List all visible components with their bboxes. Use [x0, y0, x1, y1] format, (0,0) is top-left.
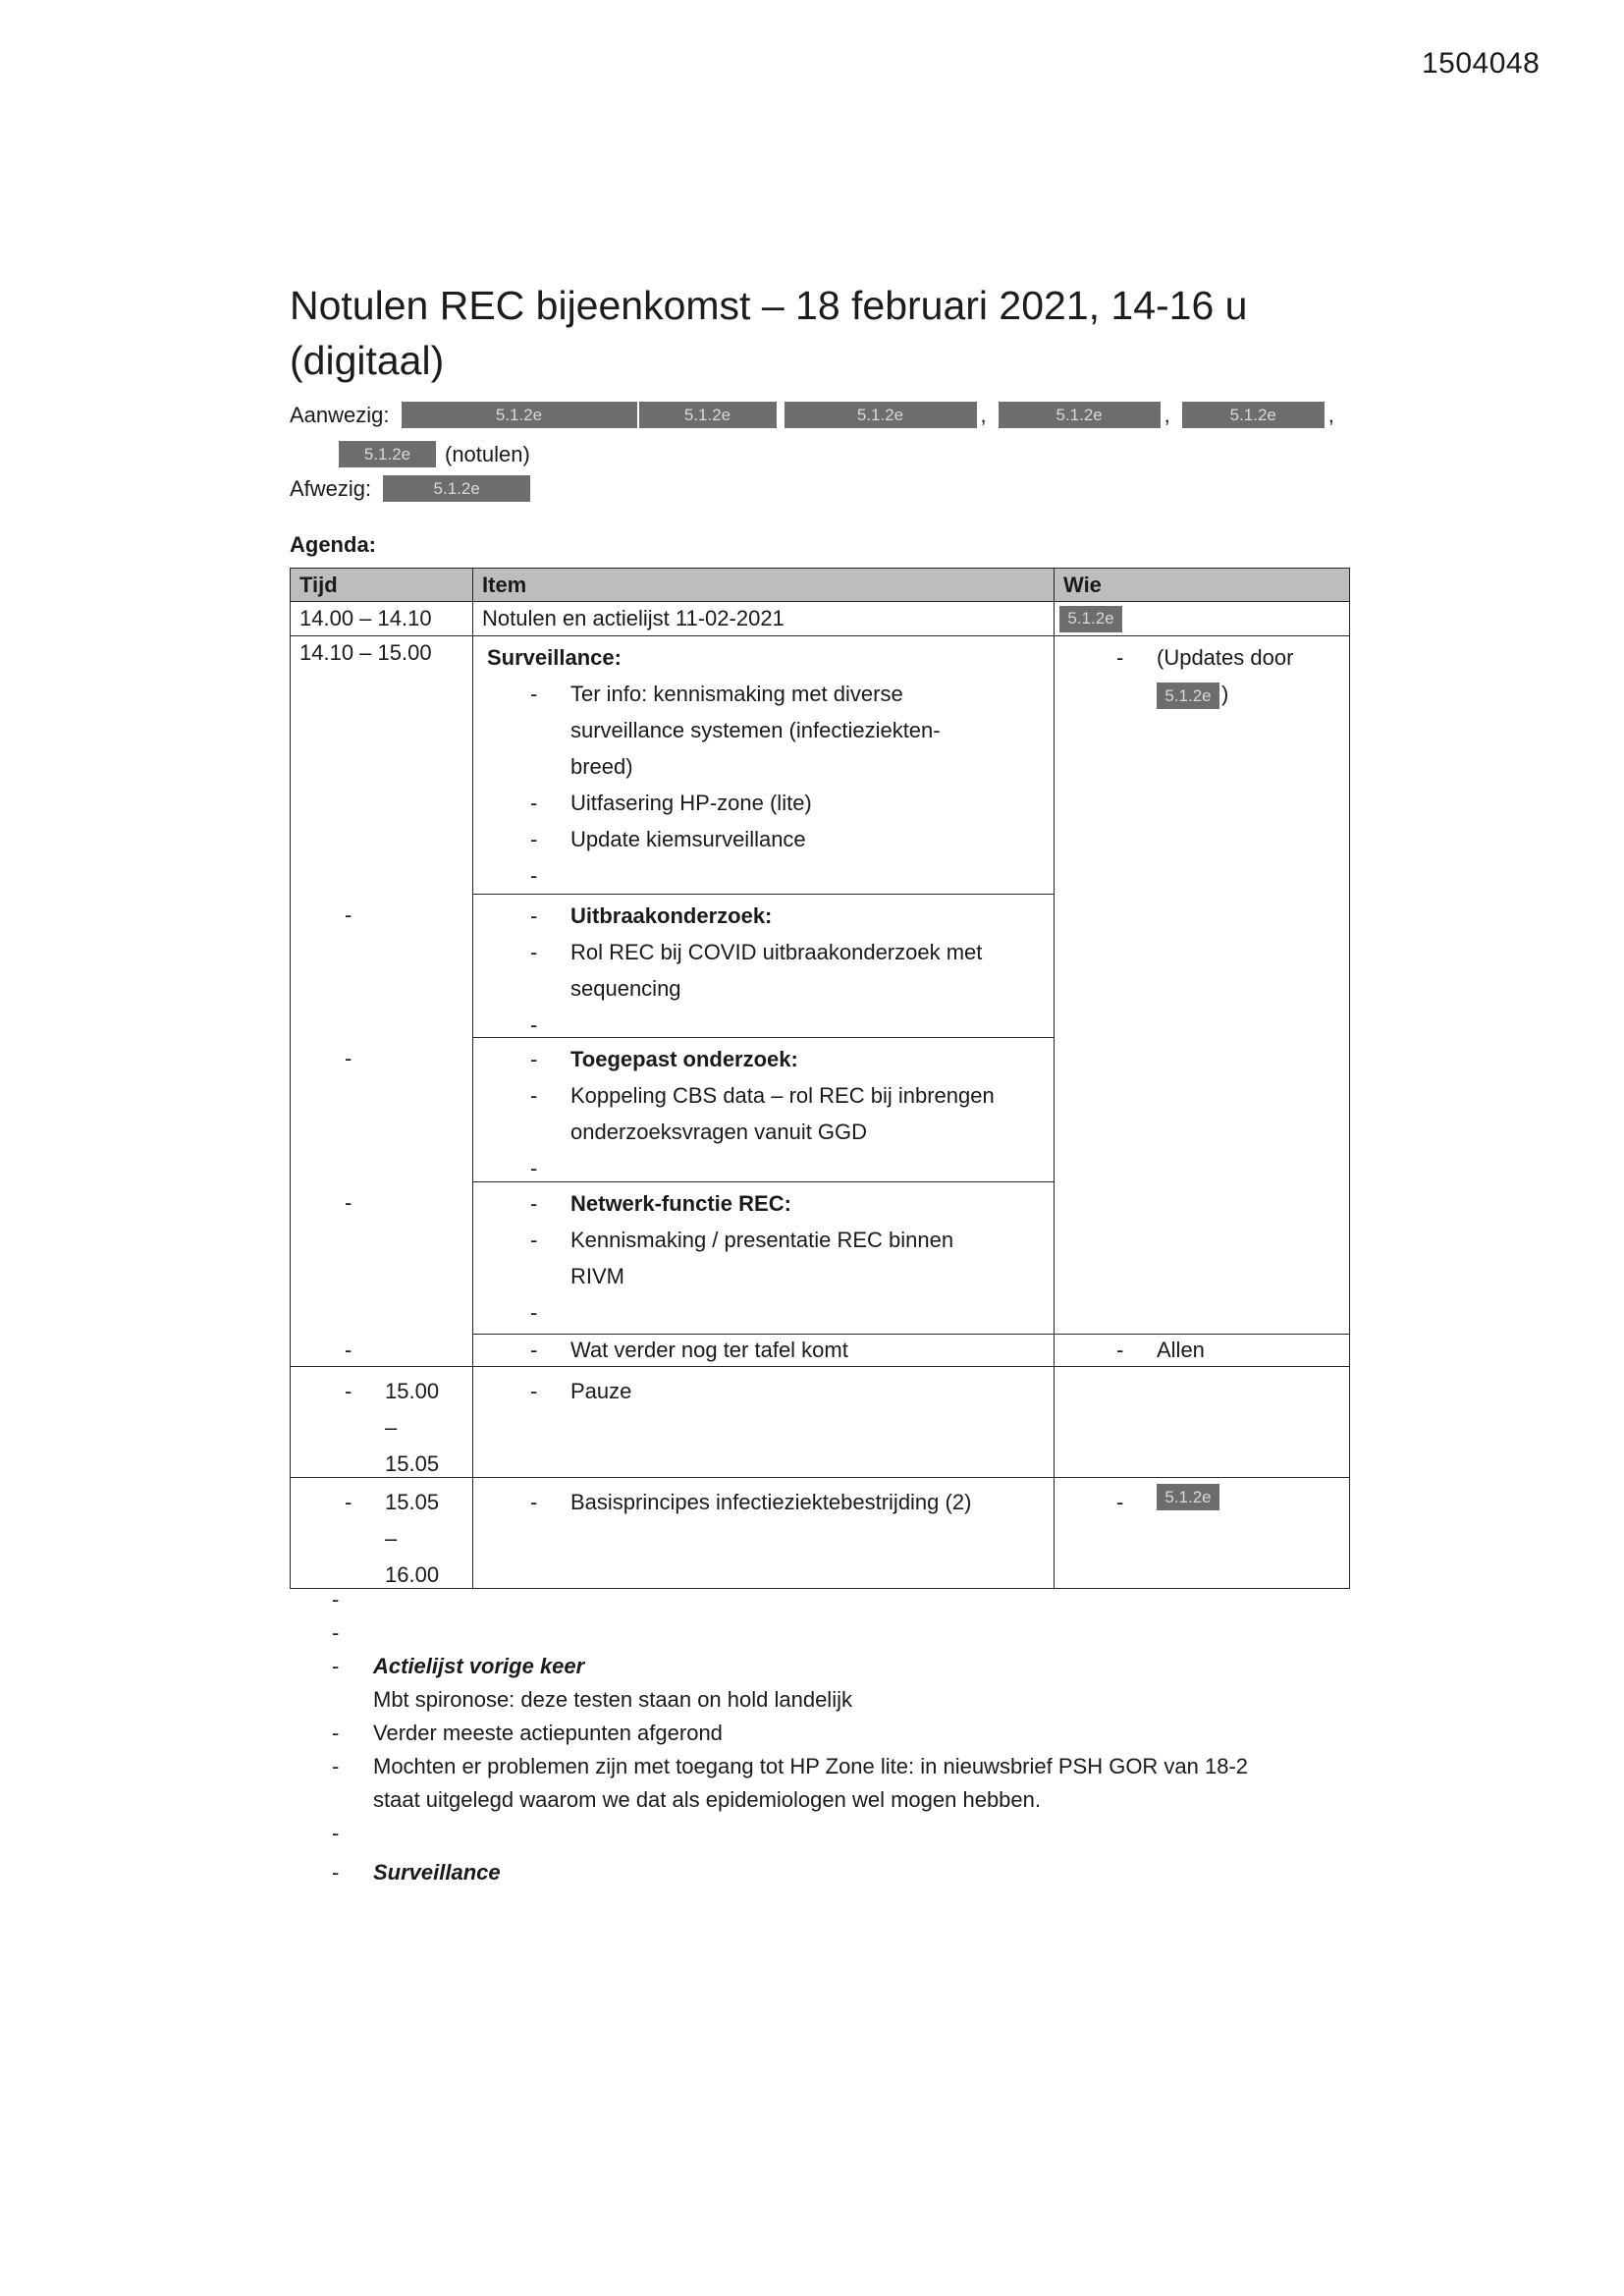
- separator: ,: [1164, 402, 1170, 427]
- bullet-dash: -: [345, 1379, 352, 1403]
- note-section-title: Surveillance: [373, 1860, 501, 1885]
- tijd-line: –: [385, 1526, 398, 1551]
- item-section-title: Netwerk-functie REC:: [570, 1191, 791, 1216]
- attendance-section: [290, 401, 1336, 503]
- notulen-label: (notulen): [445, 441, 530, 466]
- list-item-text: Rol REC bij COVID uitbraakonderzoek met sequencing: [570, 940, 983, 1001]
- table-row-netwerk-functie: [291, 1181, 1349, 1334]
- document-title-line2: (digitaal): [290, 338, 445, 383]
- note-item: [332, 1750, 1324, 1817]
- wie-text: Allen: [1157, 1338, 1205, 1362]
- bullet-dash: -: [1116, 1490, 1124, 1514]
- bullet-dash: -: [345, 1490, 352, 1514]
- bullet-dash: -: [345, 1046, 352, 1070]
- note-line: Verder meeste actiepunten afgerond: [373, 1721, 723, 1745]
- tijd-lines: [385, 1484, 439, 1588]
- wie-entry: [1073, 639, 1349, 712]
- aanwezig-row: [290, 401, 1336, 429]
- cell-wie: [1054, 894, 1349, 1037]
- separator: ,: [980, 402, 987, 427]
- list-item-text: Ter info: kennismaking met diverse surveillance systemen (infectieziekten-breed): [570, 682, 941, 779]
- note-empty-dash: [332, 1616, 1324, 1650]
- bullet-dash: -: [530, 863, 538, 888]
- afwezig-row: [290, 474, 1336, 503]
- redaction-box: 5.1.2e: [639, 402, 777, 428]
- header-cell-wie: Wie: [1054, 569, 1349, 601]
- list-item: [487, 1484, 1044, 1520]
- bullet-dash: -: [530, 1379, 538, 1403]
- item-section-title: Toegepast onderzoek:: [570, 1047, 798, 1071]
- redaction-box: 5.1.2e: [1157, 683, 1219, 709]
- bullet-dash: -: [332, 1654, 340, 1678]
- bullet-dash: -: [332, 1721, 340, 1745]
- bullet-dash: -: [1116, 1338, 1124, 1362]
- cell-wie: [1054, 1366, 1349, 1477]
- table-header-row: [291, 569, 1349, 601]
- bullet-dash: -: [530, 1191, 538, 1216]
- list-item-text: Pauze: [570, 1379, 632, 1403]
- cell-tijd: [291, 635, 472, 894]
- wie-text-line2: [1157, 676, 1293, 712]
- redaction-box: 5.1.2e: [785, 402, 977, 428]
- note-item-actielijst: [332, 1650, 1324, 1683]
- cell-item: [472, 1181, 1054, 1334]
- note-line: Mbt spironose: deze testen staan on hold landelijk: [373, 1687, 852, 1712]
- list-item: [487, 821, 1044, 857]
- list-item: [487, 1373, 1044, 1409]
- cell-wie: [1054, 601, 1349, 635]
- redaction-box: 5.1.2e: [339, 441, 436, 467]
- list-item-text: Uitfasering HP-zone (lite): [570, 791, 812, 815]
- cell-item: [472, 1334, 1054, 1366]
- afwezig-label: Afwezig:: [290, 475, 372, 501]
- bullet-dash: -: [332, 1620, 340, 1645]
- list-item-empty: [487, 857, 1044, 894]
- cell-item: [472, 894, 1054, 1037]
- bullet-dash: -: [345, 1190, 352, 1215]
- item-section-title: Uitbraakonderzoek:: [570, 903, 773, 928]
- agenda-table: [290, 568, 1350, 1589]
- list-item: [487, 934, 1044, 1007]
- redaction-box: 5.1.2e: [1182, 402, 1325, 428]
- bullet-dash: -: [530, 940, 538, 964]
- bullet-dash: -: [332, 1821, 340, 1845]
- header-cell-tijd: Tijd: [291, 569, 472, 601]
- bullet-dash: -: [530, 791, 538, 815]
- list-item: [487, 785, 1044, 821]
- list-item-text: Kennismaking / presentatie REC binnen RIVM: [570, 1228, 954, 1288]
- table-row-basisprincipes: [291, 1477, 1349, 1588]
- bullet-dash: -: [530, 1083, 538, 1108]
- cell-tijd: [291, 1477, 472, 1588]
- redaction-box: 5.1.2e: [1059, 606, 1122, 632]
- tijd-line: 15.00: [385, 1379, 440, 1403]
- cell-wie: [1054, 1181, 1349, 1334]
- list-item-empty: [487, 1294, 1044, 1331]
- cell-tijd: [291, 1334, 472, 1366]
- bullet-dash: -: [530, 1228, 538, 1252]
- bullet-dash: -: [345, 902, 352, 927]
- cell-tijd: [291, 1037, 472, 1181]
- table-row-wat-verder: [291, 1334, 1349, 1366]
- list-item: [487, 1077, 1044, 1150]
- redaction-box: 5.1.2e: [402, 402, 637, 428]
- cell-item: [472, 1366, 1054, 1477]
- note-line: Mochten er problemen zijn met toegang tot HP Zone lite: in nieuwsbrief PSH GOR van 18-2 staat uitgelegd waarom we dat als epidemiologen wel mogen hebben.: [373, 1754, 1249, 1812]
- cell-wie: [1054, 635, 1349, 894]
- note-item: [332, 1717, 1324, 1750]
- list-item: [487, 898, 1044, 934]
- cell-item: [472, 1477, 1054, 1588]
- tijd-line: –: [385, 1415, 398, 1440]
- note-item-surveillance: [332, 1856, 1324, 1889]
- document-title: [290, 278, 1247, 388]
- bullet-dash: -: [530, 1012, 538, 1037]
- tijd-value: 14.00 – 14.10: [299, 606, 432, 630]
- notulist-row: [290, 440, 1336, 468]
- aanwezig-label: Aanwezig:: [290, 402, 390, 427]
- header-cell-item: Item: [472, 569, 1054, 601]
- cell-tijd: [291, 894, 472, 1037]
- tijd-line: 15.05: [385, 1451, 440, 1476]
- wie-text-line1: (Updates door: [1157, 645, 1294, 670]
- bullet-dash: -: [530, 903, 538, 928]
- item-section-title: Surveillance:: [487, 645, 622, 670]
- bullet-dash: -: [530, 827, 538, 851]
- tijd-multiline: [291, 1367, 472, 1477]
- bullet-dash: -: [530, 1338, 538, 1362]
- list-item-text: Koppeling CBS data – rol REC bij inbrengen onderzoeksvragen vanuit GGD: [570, 1083, 995, 1144]
- bullet-dash: -: [332, 1587, 340, 1612]
- note-section-title: Actielijst vorige keer: [373, 1654, 585, 1678]
- tijd-value: 14.10 – 15.00: [299, 640, 432, 665]
- bullet-dash: -: [530, 1490, 538, 1514]
- bullet-dash: -: [345, 1338, 352, 1362]
- tijd-lines: [385, 1373, 439, 1477]
- list-item-empty: [487, 1007, 1044, 1037]
- tijd-line: 16.00: [385, 1562, 440, 1587]
- agenda-heading: Agenda:: [290, 532, 376, 557]
- list-item-text: Wat verder nog ter tafel komt: [570, 1338, 848, 1362]
- notes-section: [332, 1583, 1324, 1889]
- redaction-box: 5.1.2e: [999, 402, 1161, 428]
- bullet-dash: -: [1116, 645, 1124, 670]
- bullet-dash: -: [530, 1156, 538, 1180]
- list-item-text: Update kiemsurveillance: [570, 827, 806, 851]
- separator: ,: [1327, 402, 1334, 427]
- table-row-pauze: [291, 1366, 1349, 1477]
- cell-wie: [1054, 1477, 1349, 1588]
- tijd-multiline: [291, 1478, 472, 1588]
- cell-tijd: [291, 1366, 472, 1477]
- document-title-line1: Notulen REC bijeenkomst – 18 februari 2021, 14-16 u: [290, 283, 1248, 328]
- list-item: [487, 1337, 1044, 1363]
- note-empty-dash: [332, 1583, 1324, 1616]
- cell-wie: [1054, 1037, 1349, 1181]
- note-empty-dash: [332, 1817, 1324, 1850]
- table-row-uitbraakonderzoek: [291, 894, 1349, 1037]
- list-item-text: Basisprincipes infectieziektebestrijding (2): [570, 1490, 972, 1514]
- cell-item: [472, 601, 1054, 635]
- wie-text: [1157, 639, 1293, 712]
- bullet-dash: -: [530, 1047, 538, 1071]
- wie-suffix: ): [1221, 682, 1229, 706]
- bullet-dash: -: [332, 1754, 340, 1778]
- bullet-dash: -: [530, 1300, 538, 1325]
- list-item: [487, 1222, 1044, 1294]
- wie-entry: [1073, 1337, 1349, 1363]
- cell-tijd: [291, 601, 472, 635]
- redaction-box: 5.1.2e: [1157, 1484, 1219, 1510]
- cell-item: [472, 1037, 1054, 1181]
- item-value: Notulen en actielijst 11-02-2021: [482, 606, 785, 630]
- list-item: [487, 1185, 1044, 1222]
- list-item-empty: [487, 1150, 1044, 1181]
- list-item: [487, 676, 1044, 785]
- cell-wie: [1054, 1334, 1349, 1366]
- table-row-surveillance: [291, 635, 1349, 894]
- cell-tijd: [291, 1181, 472, 1334]
- cell-item: [472, 635, 1054, 894]
- doc-number: 1504048: [1422, 47, 1541, 80]
- wie-entry: [1073, 1484, 1349, 1520]
- bullet-dash: -: [530, 682, 538, 706]
- list-item: [487, 1041, 1044, 1077]
- table-row-notulen: [291, 601, 1349, 635]
- table-row-toegepast-onderzoek: [291, 1037, 1349, 1181]
- redaction-box: 5.1.2e: [383, 475, 530, 502]
- bullet-dash: -: [332, 1860, 340, 1885]
- tijd-line: 15.05: [385, 1490, 440, 1514]
